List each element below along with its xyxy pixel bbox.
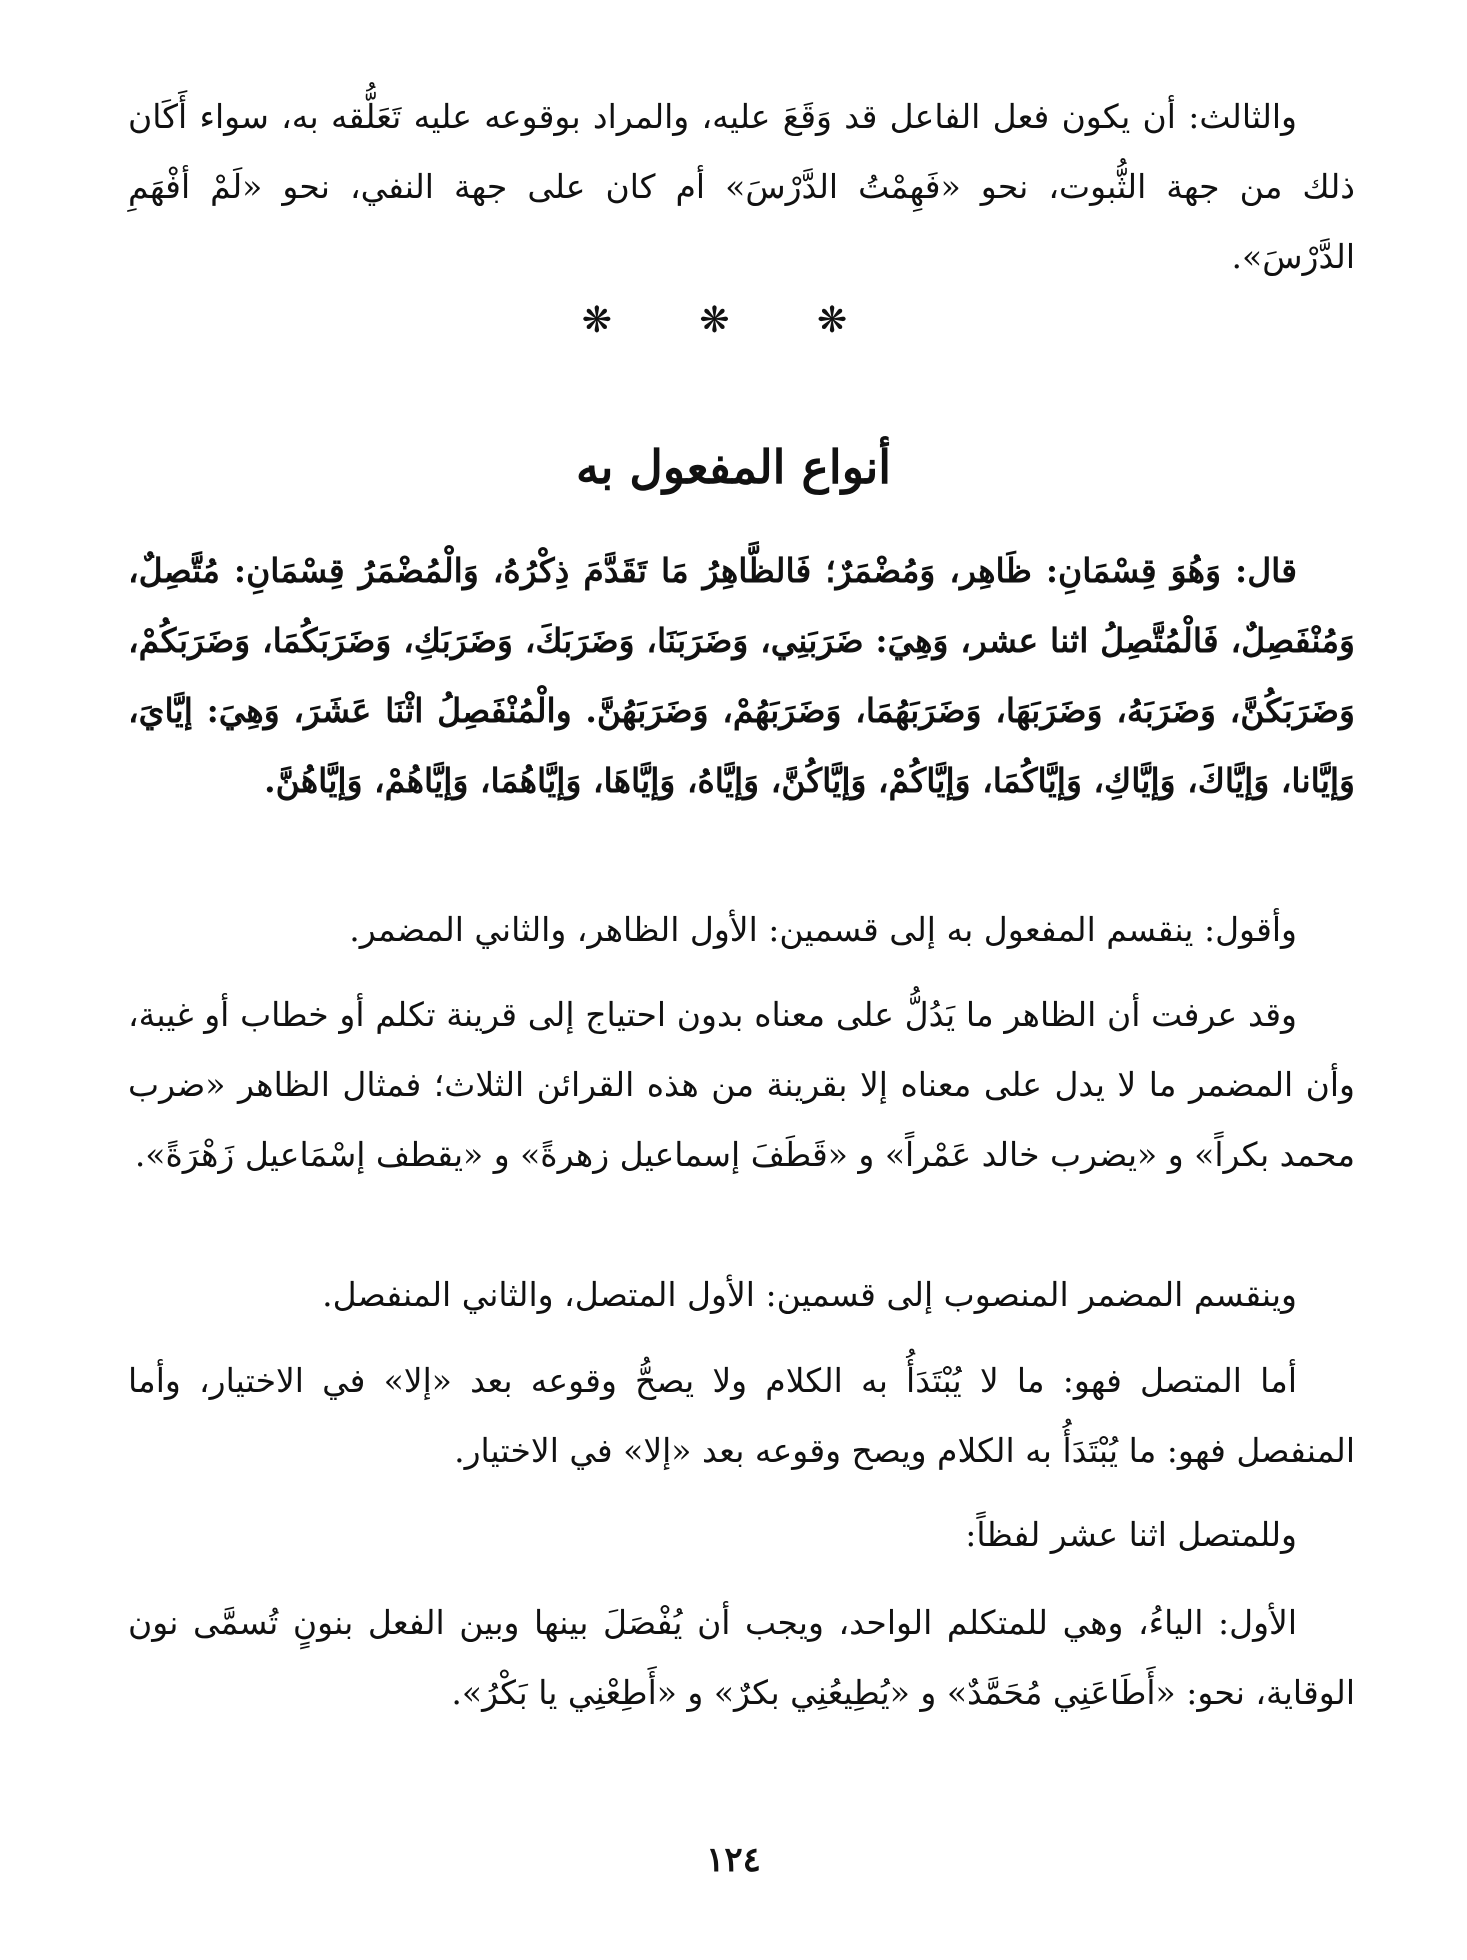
section-separator-stars: ❋ ❋ ❋ [581,300,886,341]
paragraph-explanation: وقد عرفت أن الظاهر ما يَدُلُّ على معناه بدون احتياج إلى قرينة تكلم أو خطاب أو غيبة، وأن المضمر ما لا يدل على معناه إلا بقرينة من هذه القرائن الثلاث؛ فمثال الظاهر «ضرب محمد بكراً» و «يضرب خالد عَمْراً» و «قَطَفَ إسماعيل زهرةً» و «يقطف إسْمَاعيل زَهْرَةً». [128,995,1355,1174]
paragraph-count: وللمتصل اثنا عشر لفظاً: [965,1515,1297,1554]
paragraph-third-condition: والثالث: أن يكون فعل الفاعل قد وَقَعَ عليه، والمراد بوقوعه عليه تَعَلُّقه به، سواء أَكَان ذلك من جهة الثُّبوت، نحو «فَهِمْتُ الدَّرْسَ» أم كان على جهة النفي، نحو «لَمْ أفْهَمِ الدَّرْسَ». [128,97,1355,276]
paragraph-matn-quote: قال: وَهُوَ قِسْمَانِ: ظَاهِر، وَمُضْمَرٌ؛ فَالظَّاهِرُ مَا تَقَدَّمَ ذِكْرُهُ، وَالْمُضْمَرُ قِسْمَانِ: مُتَّصِلٌ، وَمُنْفَصِلٌ، فَالْمُتَّصِلُ اثنا عشر، وَهِيَ: ضَرَبَنِي، وَضَرَبَنَا، وَضَرَبَكَ، وَضَرَبَكِ، وَضَرَبَكُمَا، وَضَرَبَكُمْ، وَضَرَبَكُنَّ، وَضَرَبَهُ، وَضَرَبَهَا، وَضَرَبَهُمَا، وَضَرَبَهُمْ، وَضَرَبَهُنَّ. والْمُنْفَصِلُ اثْنَا عَشَرَ، وَهِيَ: إيَّايَ، وَإيَّانا، وَإيَّاكَ، وَإيَّاكِ، وَإيَّاكُمَا، وَإيَّاكُمْ، وَإيَّاكُنَّ، وَإيَّاهُ، وَإيَّاهَا، وَإيَّاهُمَا، وَإيَّاهُمْ، وَإيَّاهُنَّ. [128,551,1355,800]
section-heading: أنواع المفعول به [575,440,892,494]
page-number: ١٢٤ [706,1840,761,1880]
paragraph-division: وأقول: ينقسم المفعول به إلى قسمين: الأول الظاهر، والثاني المضمر. [349,910,1297,949]
paragraph-first-pronoun: الأول: الياءُ، وهي للمتكلم الواحد، ويجب أن يُفْصَلَ بينها وبين الفعل بنونٍ تُسمَّى نون الوقاية، نحو: «أَطَاعَنِي مُحَمَّدٌ» و «يُطِيعُنِي بكرٌ» و «أَطِعْنِي يا بَكْرُ». [128,1603,1355,1712]
paragraph-pronoun-division: وينقسم المضمر المنصوب إلى قسمين: الأول المتصل، والثاني المنفصل. [322,1275,1297,1314]
paragraph-definitions: أما المتصل فهو: ما لا يُبْتَدَأُ به الكلام ولا يصحُّ وقوعه بعد «إلا» في الاختيار، وأما المنفصل فهو: ما يُبْتَدَأُ به الكلام ويصح وقوعه بعد «إلا» في الاختيار. [128,1361,1355,1470]
